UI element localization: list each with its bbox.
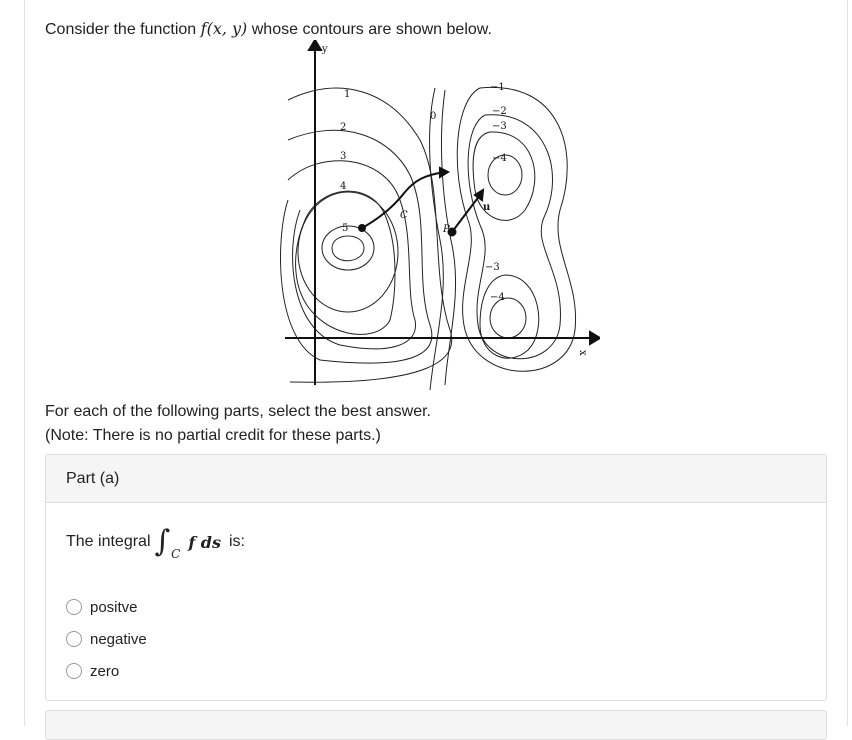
x-axis-arrow [590,332,600,344]
contour-level-5-inner [332,236,364,261]
instructions-line-2: (Note: There is no partial credit for these parts.) [45,427,381,444]
contour-label-4: 4 [340,181,347,192]
instructions-line-1: For each of the following parts, select the best answer. [45,403,431,420]
prompt-text-before: Consider the function [45,21,201,38]
integral-subscript: C [171,547,181,561]
radio-positive[interactable] [66,599,82,615]
question-text [66,524,245,561]
y-axis-label: y [322,44,328,55]
answer-options [66,591,147,687]
x-axis-label: x [577,350,588,356]
option-positive[interactable] [66,591,147,623]
y-axis-arrow [309,40,321,50]
question-prefix: The integral [66,533,151,550]
question-suffix: is: [228,533,245,550]
option-negative-label: negative [90,630,147,648]
contour-label-neg1: −1 [490,82,505,93]
contour-label-5: 5 [342,223,349,234]
curve-c-arrow [440,168,448,177]
contour-level-neg2 [468,115,560,359]
point-p-label: P [443,224,450,235]
contour-label-neg2: −2 [492,106,507,117]
contour-level-neg4-bottom [490,298,526,338]
curve-c-label: C [400,210,408,221]
contour-label-1: 1 [344,89,351,100]
part-a-heading [46,455,826,503]
part-a-panel [45,454,827,701]
contour-level-neg3-bottom [480,275,539,358]
contour-label-neg4: −4 [492,153,507,164]
contour-level-2 [280,130,431,363]
contour-label-2: 2 [340,122,347,133]
problem-statement [45,18,492,41]
contour-label-3: 3 [340,151,347,162]
integrand: f ds [188,532,221,552]
instructions [45,400,431,448]
contour-label-0: 0 [430,111,437,122]
option-negative[interactable] [66,623,147,655]
option-zero[interactable] [66,655,147,687]
contour-label-neg3: −3 [492,121,507,132]
prompt-text-after: whose contours are shown below. [247,21,492,38]
contour-level-3 [288,161,416,349]
contour-level-0b [441,90,455,385]
contour-label-neg3-lower: −3 [485,262,500,273]
next-part-panel [45,710,827,740]
integral-sign: ∫ [154,524,171,559]
curve-c-start-point [359,225,365,231]
radio-negative[interactable] [66,631,82,647]
radio-zero[interactable] [66,663,82,679]
contour-label-neg4-lower: −4 [490,292,505,303]
function-notation: f(x, y) [200,19,248,38]
option-zero-label: zero [90,662,120,680]
contour-plot [280,40,600,395]
line-integral [154,524,223,561]
vector-u-label: u [483,202,491,213]
contour-level-neg1 [457,87,575,371]
option-positive-label: positve [90,598,138,616]
part-a-title: Part (a) [66,469,120,487]
